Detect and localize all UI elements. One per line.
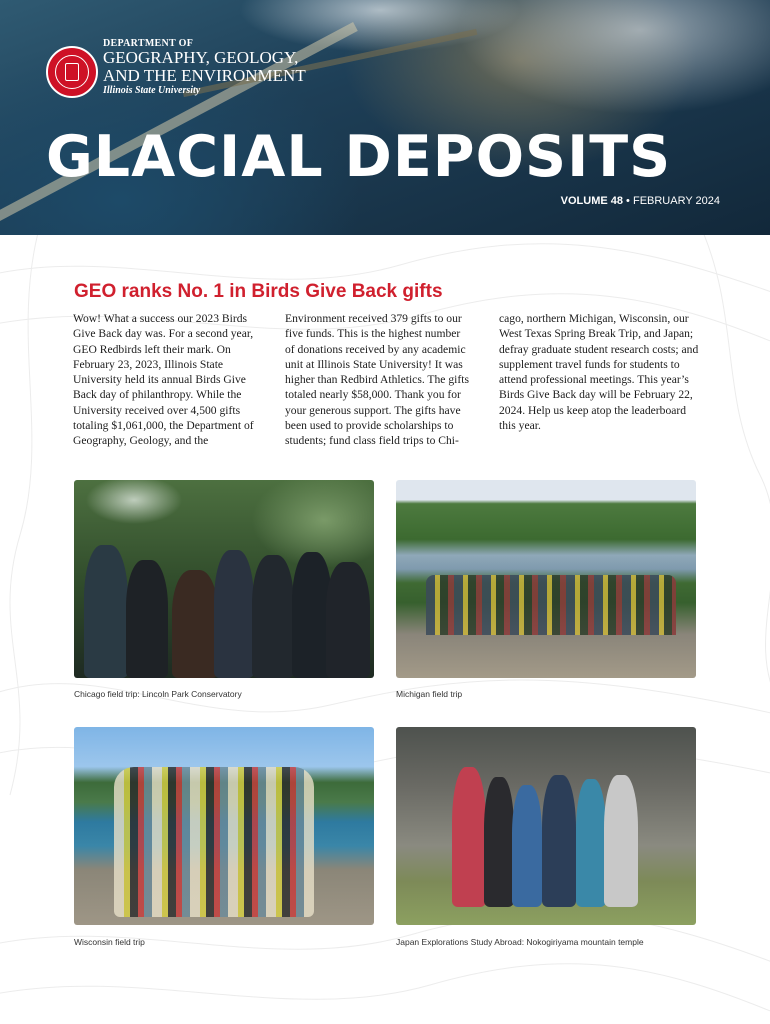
michigan-field-trip-photo <box>396 480 696 678</box>
department-name-line2: AND THE ENVIRONMENT <box>103 66 306 85</box>
photo-caption: Chicago field trip: Lincoln Park Conservatory <box>74 689 242 699</box>
volume-label: VOLUME 48 <box>560 195 623 207</box>
issue-info <box>561 195 720 207</box>
article-column-2: Environment received 379 gifts to our five funds. This is the highest number of donations received by any academic unit at Illinois State University! It was higher than Redbird Athletics. The gifts totaled nearly $58,000. Thank you for your generous support. The gifts have been used to provide scholarships to students; fund class field trips to Chi- <box>285 312 469 448</box>
department-name-line1: GEOGRAPHY, GEOLOGY, <box>103 48 299 67</box>
article-column-1: Wow! What a success our 2023 Birds Give Back day was. For a second year, GEO Redbirds left their mark. On February 23, 2023, Illinois State University held its annual Birds Give Back day of philanthropy. While the University received over 4,500 gifts totaling $1,061,000, the Department of Geography, Geology, and the <box>73 312 254 448</box>
department-name <box>103 38 306 96</box>
article-column-3: cago, northern Michigan, Wisconsin, our West Texas Spring Break Trip, and Japan; defray graduate student research costs; and supplement travel funds for students to attend professional meetings. This year’s Birds Give Back day will be February 22, 2024. Help us keep atop the leaderboard this year. <box>499 312 699 433</box>
newsletter-title: GLACIAL DEPOSITS <box>46 124 672 190</box>
chicago-field-trip-photo <box>74 480 374 678</box>
department-of-label: DEPARTMENT OF <box>103 38 194 49</box>
wisconsin-field-trip-photo <box>74 727 374 925</box>
issue-separator: • <box>623 195 633 207</box>
photo-caption: Japan Explorations Study Abroad: Nokogiriyama mountain temple <box>396 937 644 947</box>
photo-caption: Wisconsin field trip <box>74 937 145 947</box>
issue-date: FEBRUARY 2024 <box>632 195 720 207</box>
photo-caption: Michigan field trip <box>396 689 463 699</box>
masthead-banner <box>0 0 770 235</box>
university-name: Illinois State University <box>103 85 201 96</box>
japan-study-abroad-photo <box>396 727 696 925</box>
university-seal-logo <box>46 46 98 98</box>
article-headline: GEO ranks No. 1 in Birds Give Back gifts <box>74 281 443 302</box>
